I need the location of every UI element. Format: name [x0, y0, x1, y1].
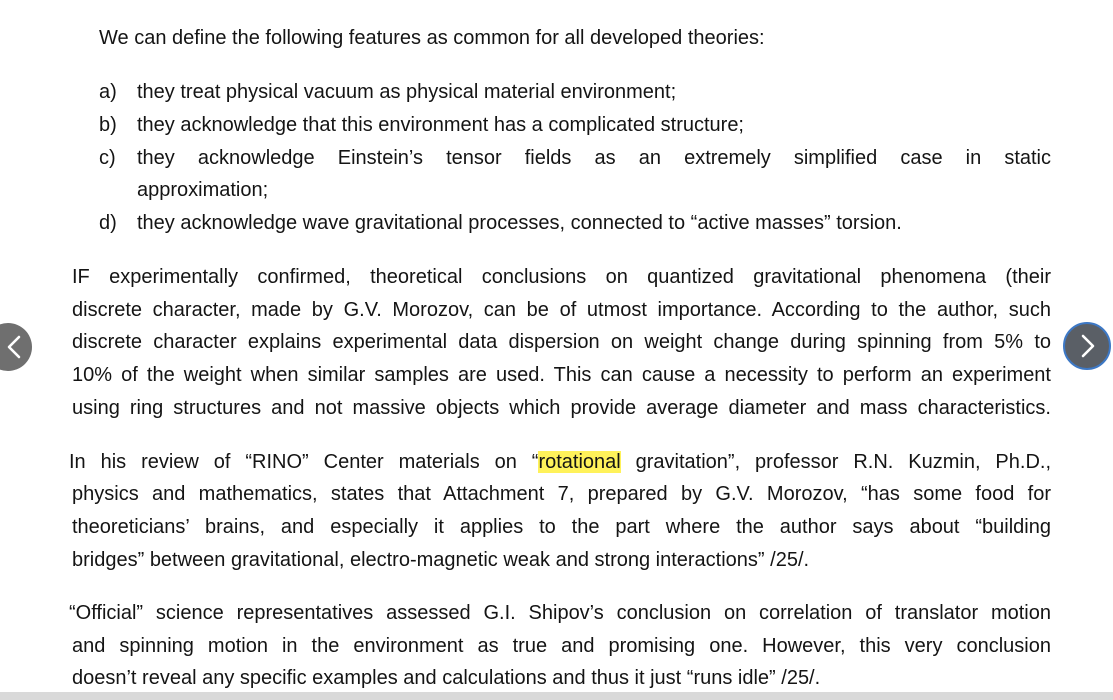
next-page-button[interactable] [1063, 322, 1111, 370]
paragraph-line: theoreticians’ brains, and especially it applies to the part where the author says about “building [72, 516, 1051, 538]
list-item-text: they acknowledge wave gravitational processes, connected to “active masses” torsion. [137, 212, 902, 234]
text-segment: In his review of “RINO” Center materials on “ [69, 451, 539, 473]
list-item-a [99, 76, 676, 109]
paragraph-line: and spinning motion in the environment as true and promising one. However, this very conclusion [72, 635, 1051, 657]
chevron-right-icon [1076, 333, 1098, 359]
text-segment: gravitation”, professor R.N. Kuzmin, Ph.D., [620, 451, 1052, 473]
paragraph-line: 10% of the weight when similar samples are used. This can cause a necessity to perform an experiment [72, 364, 1051, 386]
list-marker: a) [99, 81, 117, 103]
list-item-text: they acknowledge Einstein’s tensor fields as an extremely simplified case in static [137, 147, 1051, 169]
paragraph-line: physics and mathematics, states that Attachment 7, prepared by G.V. Morozov, “has some food for [72, 483, 1051, 505]
paragraph-line: discrete character explains experimental data dispersion on weight change during spinning from 5% to [72, 331, 1051, 353]
list-item-d [99, 207, 902, 240]
chevron-left-icon [4, 334, 26, 360]
paragraph-line: bridges” between gravitational, electro-magnetic weak and strong interactions” /25/. [72, 549, 810, 571]
paragraph-line [69, 446, 1051, 479]
intro-text: We can define the following features as common for all developed theories: [99, 27, 765, 49]
list-item-text: they treat physical vacuum as physical material environment; [137, 81, 677, 103]
paragraph-line: IF experimentally confirmed, theoretical conclusions on quantized gravitational phenomena (their [72, 266, 1051, 288]
list-marker: b) [99, 114, 117, 136]
bottom-scroll-edge [0, 692, 1113, 700]
paragraph-line: using ring structures and not massive objects which provide average diameter and mass characteristics. [72, 397, 1051, 419]
paragraph-line: doesn’t reveal any specific examples and calculations and thus it just “runs idle” /25/. [72, 667, 821, 689]
paragraph-line: discrete character, made by G.V. Morozov, can be of utmost importance. According to the author, such [72, 299, 1051, 321]
list-marker: d) [99, 212, 117, 234]
list-item-text: they acknowledge that this environment has a complicated structure; [137, 114, 744, 136]
list-item-text-cont: approximation; [137, 179, 269, 201]
list-item-c [99, 142, 137, 175]
paragraph-line: “Official” science representatives assessed G.I. Shipov’s conclusion on correlation of translator motion [69, 602, 1051, 624]
highlighted-word: rotational [538, 451, 621, 473]
list-marker: c) [99, 147, 116, 169]
list-item-b [99, 109, 744, 142]
